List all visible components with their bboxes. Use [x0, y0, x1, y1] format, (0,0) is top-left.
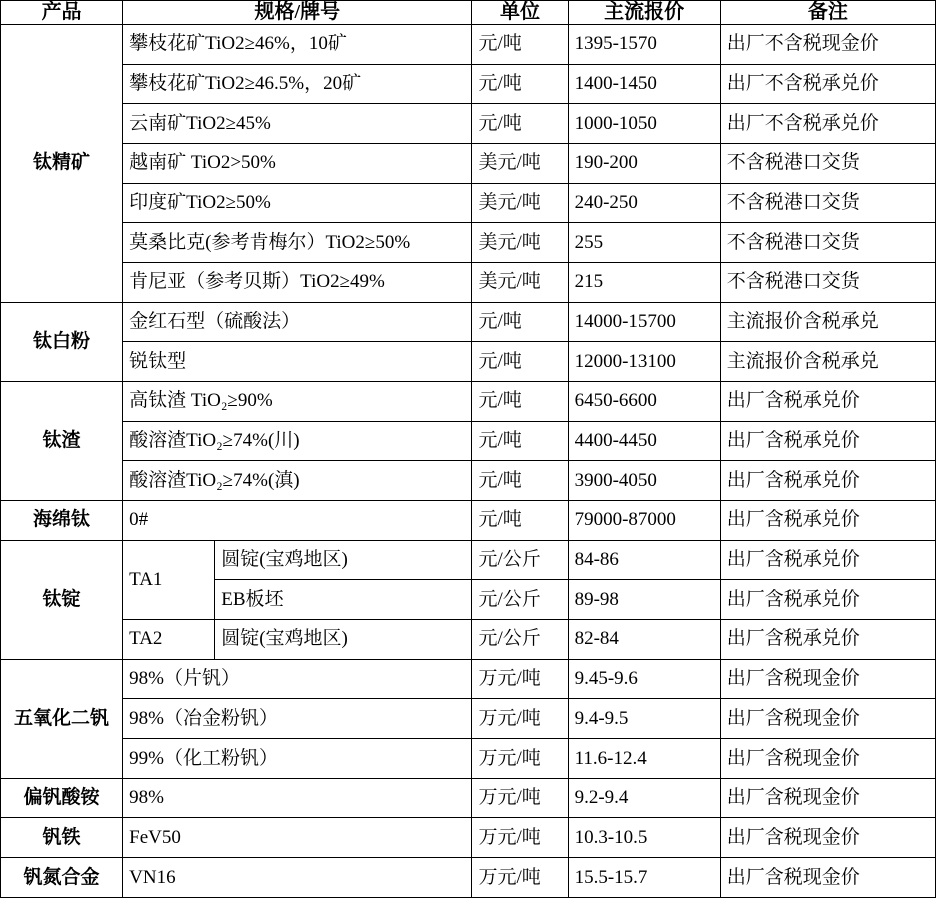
remark-cell: 主流报价含税承兑 [720, 302, 935, 342]
remark-cell: 出厂含税承兑价 [720, 620, 935, 660]
spec-cell: 莫桑比克(参考肯梅尔）TiO2≥50% [123, 223, 472, 263]
unit-cell: 元/吨 [472, 501, 568, 541]
price-cell: 240-250 [568, 183, 720, 223]
header-unit: 单位 [472, 1, 568, 25]
spec-cell: 高钛渣 TiO₂≥90% [123, 382, 472, 422]
table-row [1, 858, 936, 898]
table-row [1, 739, 936, 779]
spec-cell: 云南矿TiO2≥45% [123, 104, 472, 144]
spec-cell: 印度矿TiO2≥50% [123, 183, 472, 223]
spec-cell: 越南矿 TiO2>50% [123, 144, 472, 184]
table-body [1, 25, 936, 898]
remark-cell: 出厂含税承兑价 [720, 540, 935, 580]
spec-cell: 0# [123, 501, 472, 541]
unit-cell: 美元/吨 [472, 223, 568, 263]
remark-cell: 出厂不含税承兑价 [720, 104, 935, 144]
remark-cell: 出厂含税承兑价 [720, 421, 935, 461]
unit-cell: 元/吨 [472, 342, 568, 382]
spec-cell: 攀枝花矿TiO2≥46%，10矿 [123, 25, 472, 65]
price-cell: 14000-15700 [568, 302, 720, 342]
spec-cell: 酸溶渣TiO₂≥74%(川) [123, 421, 472, 461]
table-row [1, 64, 936, 104]
spec-cell: 99%（化工粉钒） [123, 739, 472, 779]
price-cell: 15.5-15.7 [568, 858, 720, 898]
price-cell: 1000-1050 [568, 104, 720, 144]
product-cell: 钒铁 [1, 818, 123, 858]
unit-cell: 万元/吨 [472, 858, 568, 898]
remark-cell: 出厂不含税承兑价 [720, 64, 935, 104]
product-cell: 钛锭 [1, 540, 123, 659]
price-cell: 9.45-9.6 [568, 659, 720, 699]
price-cell: 4400-4450 [568, 421, 720, 461]
price-cell: 215 [568, 263, 720, 303]
spec-cell: 肯尼亚（参考贝斯）TiO2≥49% [123, 263, 472, 303]
spec-cell: 攀枝花矿TiO2≥46.5%，20矿 [123, 64, 472, 104]
spec-cell: 锐钛型 [123, 342, 472, 382]
price-cell: 9.4-9.5 [568, 699, 720, 739]
price-cell: 11.6-12.4 [568, 739, 720, 779]
product-cell: 五氧化二钒 [1, 659, 123, 778]
remark-cell: 不含税港口交货 [720, 144, 935, 184]
table-row [1, 183, 936, 223]
spec-cell: 98% [123, 778, 472, 818]
grade-cell: TA2 [123, 620, 215, 660]
remark-cell: 出厂含税现金价 [720, 699, 935, 739]
spec-cell: FeV50 [123, 818, 472, 858]
remark-cell: 主流报价含税承兑 [720, 342, 935, 382]
table-row [1, 818, 936, 858]
unit-cell: 美元/吨 [472, 263, 568, 303]
spec-cell: 圆锭(宝鸡地区) [215, 620, 472, 660]
price-cell: 10.3-10.5 [568, 818, 720, 858]
table-row [1, 699, 936, 739]
unit-cell: 美元/吨 [472, 144, 568, 184]
unit-cell: 元/吨 [472, 461, 568, 501]
price-cell: 190-200 [568, 144, 720, 184]
table-row [1, 540, 936, 580]
unit-cell: 元/公斤 [472, 620, 568, 660]
product-cell: 钛渣 [1, 382, 123, 501]
price-cell: 84-86 [568, 540, 720, 580]
header-remark: 备注 [720, 1, 935, 25]
spec-cell: 金红石型（硫酸法） [123, 302, 472, 342]
unit-cell: 元/吨 [472, 421, 568, 461]
remark-cell: 出厂不含税现金价 [720, 25, 935, 65]
remark-cell: 出厂含税现金价 [720, 778, 935, 818]
header-spec: 规格/牌号 [123, 1, 472, 25]
table-row [1, 25, 936, 65]
table-row [1, 302, 936, 342]
remark-cell: 不含税港口交货 [720, 183, 935, 223]
product-cell: 钛精矿 [1, 25, 123, 303]
unit-cell: 万元/吨 [472, 778, 568, 818]
unit-cell: 元/吨 [472, 25, 568, 65]
header-price: 主流报价 [568, 1, 720, 25]
table-header [1, 1, 936, 25]
remark-cell: 出厂含税现金价 [720, 818, 935, 858]
unit-cell: 元/吨 [472, 302, 568, 342]
table-row [1, 659, 936, 699]
remark-cell: 出厂含税承兑价 [720, 382, 935, 422]
unit-cell: 元/公斤 [472, 580, 568, 620]
price-cell: 255 [568, 223, 720, 263]
table-row [1, 263, 936, 303]
price-cell: 82-84 [568, 620, 720, 660]
grade-cell: TA1 [123, 540, 215, 619]
price-cell: 79000-87000 [568, 501, 720, 541]
spec-cell: 圆锭(宝鸡地区) [215, 540, 472, 580]
table-row [1, 778, 936, 818]
remark-cell: 出厂含税现金价 [720, 659, 935, 699]
unit-cell: 美元/吨 [472, 183, 568, 223]
table-row [1, 501, 936, 541]
table-row [1, 144, 936, 184]
unit-cell: 万元/吨 [472, 659, 568, 699]
spec-cell: 98%（片钒） [123, 659, 472, 699]
spec-cell: EB板坯 [215, 580, 472, 620]
price-cell: 3900-4050 [568, 461, 720, 501]
product-cell: 钛白粉 [1, 302, 123, 381]
table-row [1, 620, 936, 660]
price-cell: 6450-6600 [568, 382, 720, 422]
spec-cell: 酸溶渣TiO₂≥74%(滇) [123, 461, 472, 501]
unit-cell: 元/公斤 [472, 540, 568, 580]
spec-cell: VN16 [123, 858, 472, 898]
price-cell: 9.2-9.4 [568, 778, 720, 818]
remark-cell: 不含税港口交货 [720, 263, 935, 303]
remark-cell: 出厂含税现金价 [720, 858, 935, 898]
table-row [1, 104, 936, 144]
remark-cell: 出厂含税承兑价 [720, 580, 935, 620]
unit-cell: 万元/吨 [472, 699, 568, 739]
remark-cell: 出厂含税现金价 [720, 739, 935, 779]
remark-cell: 出厂含税承兑价 [720, 501, 935, 541]
unit-cell: 万元/吨 [472, 818, 568, 858]
remark-cell: 出厂含税承兑价 [720, 461, 935, 501]
product-cell: 海绵钛 [1, 501, 123, 541]
table-row [1, 223, 936, 263]
header-product: 产品 [1, 1, 123, 25]
unit-cell: 元/吨 [472, 104, 568, 144]
table-row [1, 342, 936, 382]
price-cell: 1400-1450 [568, 64, 720, 104]
unit-cell: 元/吨 [472, 64, 568, 104]
unit-cell: 元/吨 [472, 382, 568, 422]
price-cell: 12000-13100 [568, 342, 720, 382]
spec-cell: 98%（冶金粉钒） [123, 699, 472, 739]
product-cell: 钒氮合金 [1, 858, 123, 898]
table-row [1, 461, 936, 501]
product-cell: 偏钒酸铵 [1, 778, 123, 818]
price-cell: 1395-1570 [568, 25, 720, 65]
header-row [1, 1, 936, 25]
unit-cell: 万元/吨 [472, 739, 568, 779]
table-row [1, 382, 936, 422]
remark-cell: 不含税港口交货 [720, 223, 935, 263]
table-row [1, 421, 936, 461]
price-cell: 89-98 [568, 580, 720, 620]
